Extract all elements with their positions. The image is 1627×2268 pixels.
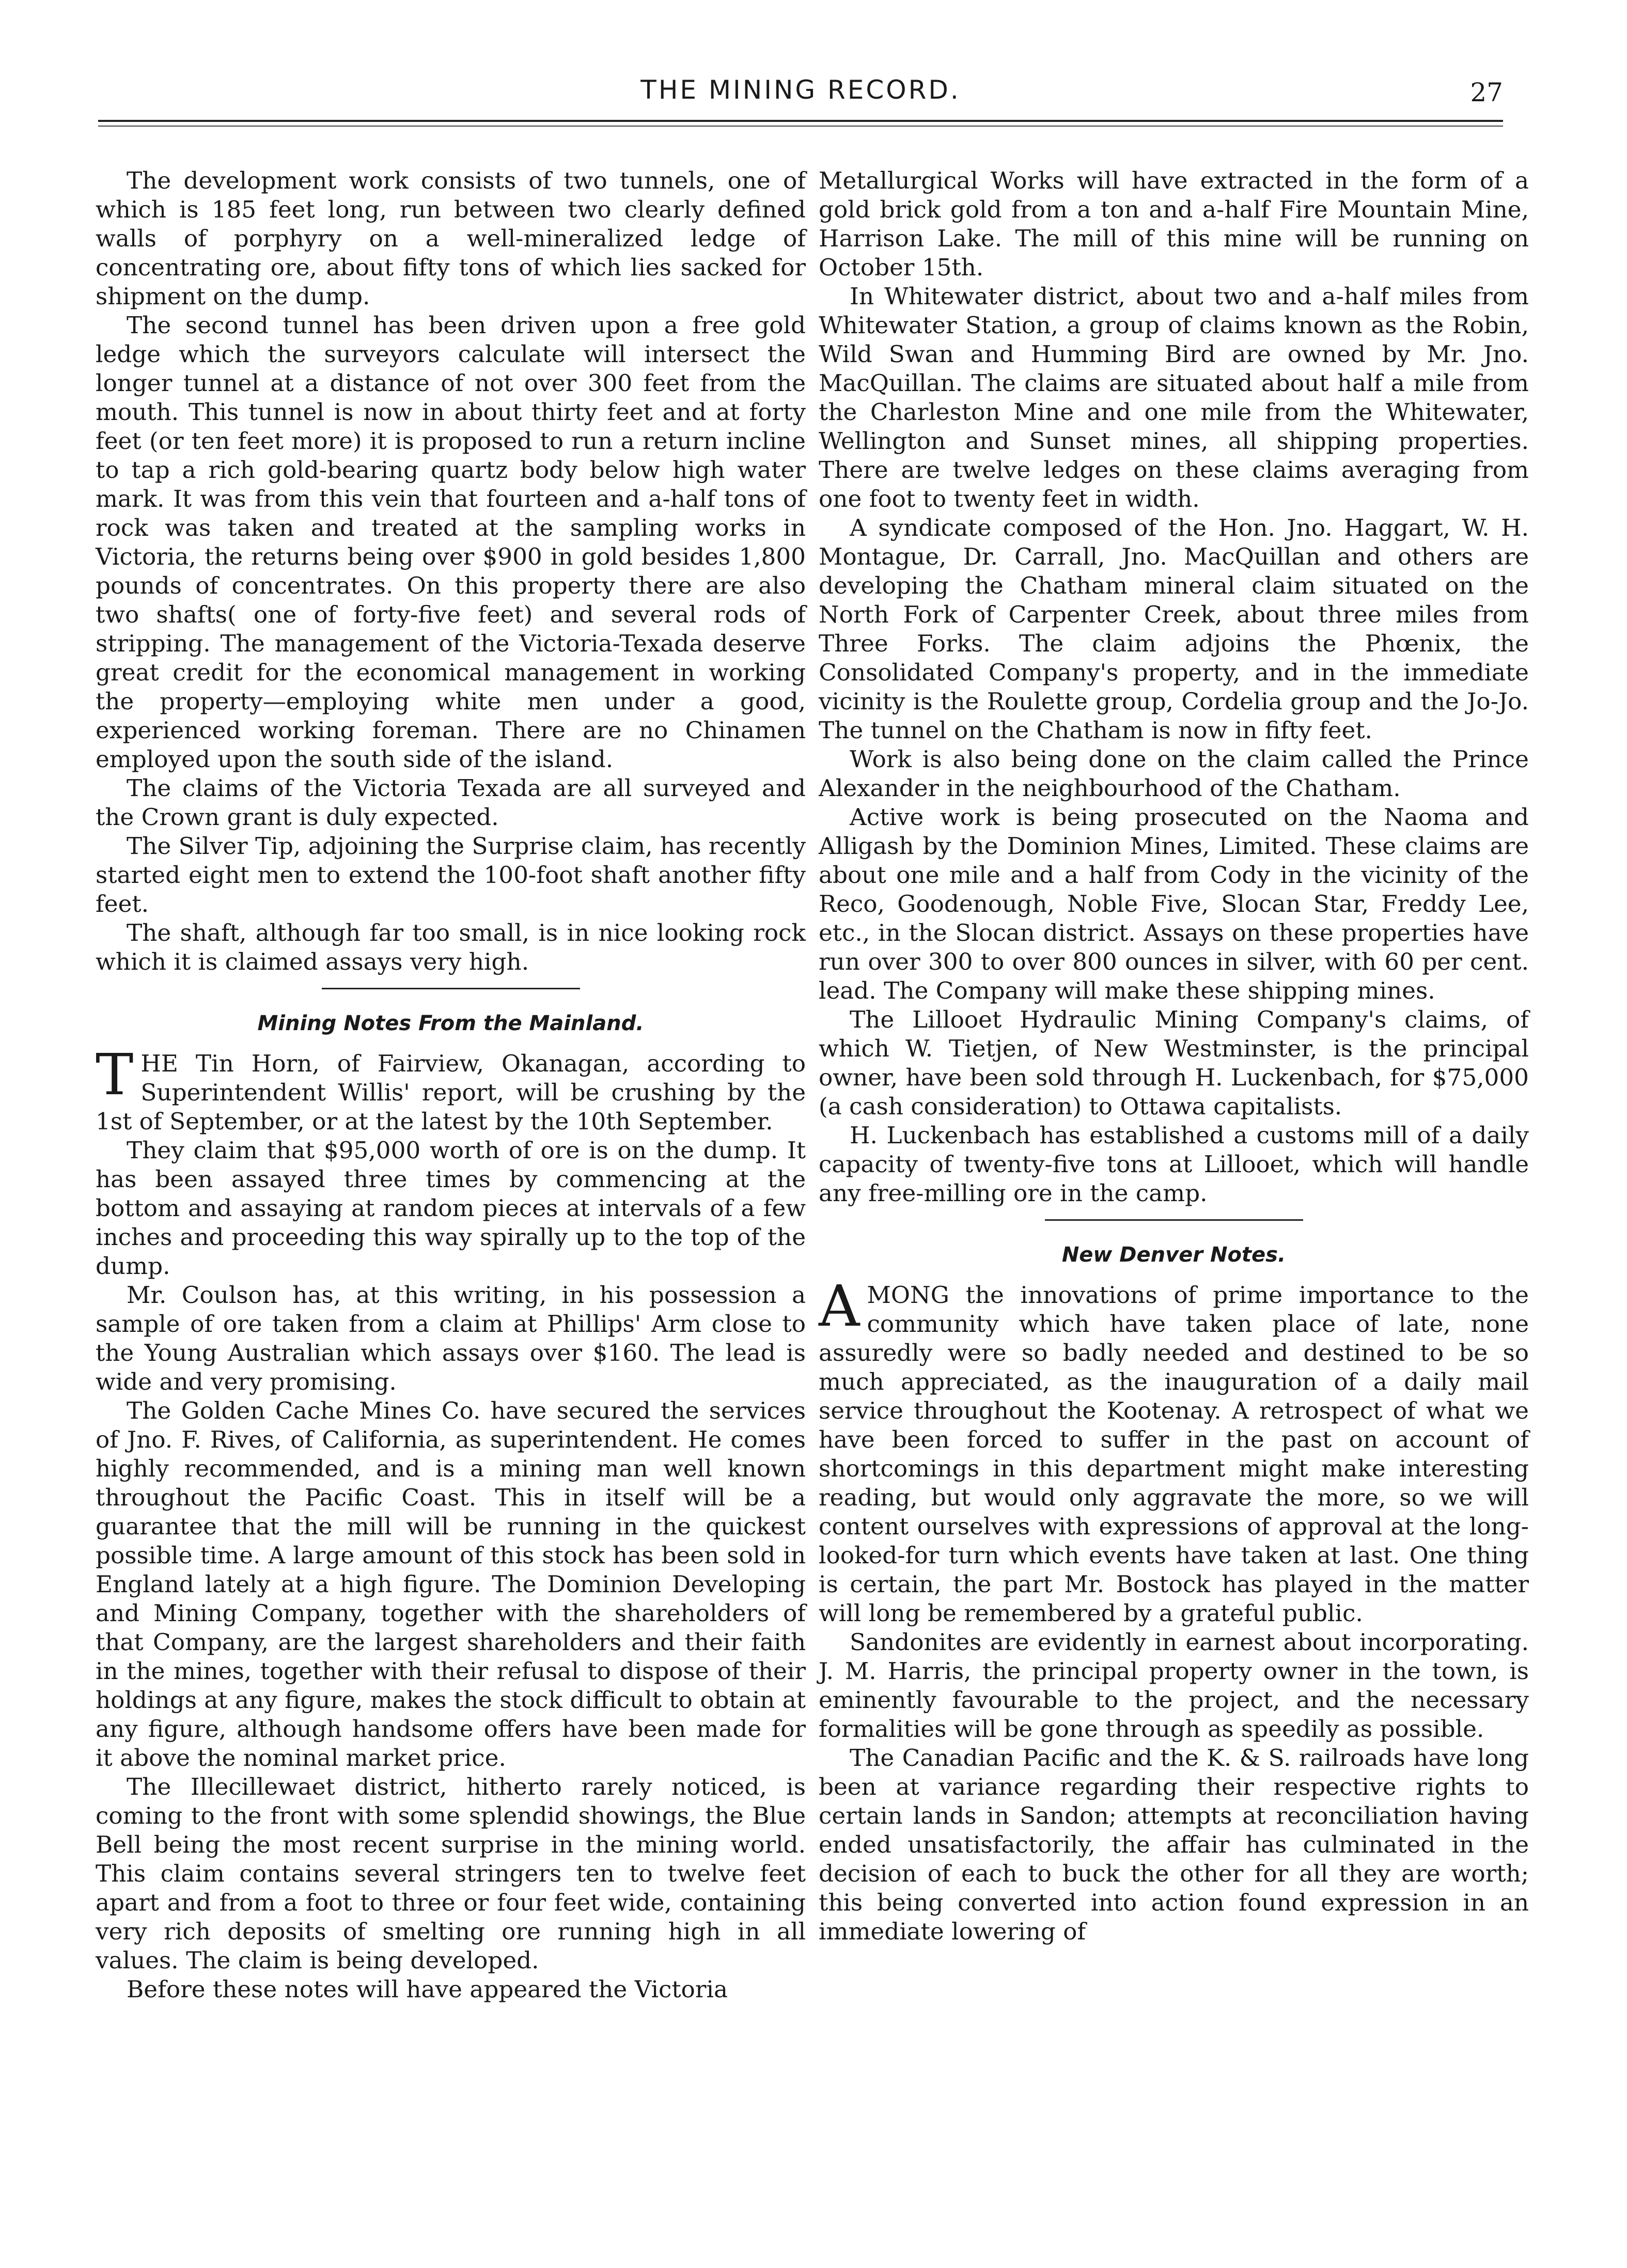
drop-cap: A: [819, 1273, 860, 1339]
paragraph: The Golden Cache Mines Co. have secured the services of Jno. F. Rives, of California, as superintendent. He comes highly recommended, and is a mining man well known throughout the Pacific Coast. This in itself will be a guarantee that the mill will be running in the quickest possible time. A large amount of this stock has been sold in England lately at a high figure. The Dominion Developing and Mining Company, together with the shareholders of that Company, are the largest shareholders and their faith in the mines, together with their refusal to dispose of their holdings at any figure, makes the stock difficult to obtain at any figure, although handsome offers have been made for it above the nominal market price.: [96, 1397, 806, 1772]
paragraph-continued: Metallurgical Works will have extracted in the form of a gold brick gold from a ton and a-half Fire Mountain Mine, Harrison Lake. The mill of this mine will be running on October 15th.: [819, 167, 1529, 281]
section-lead-paragraph: [96, 1042, 806, 1136]
paragraph: Active work is being prosecuted on the Naoma and Alligash by the Dominion Mines, Limited. These claims are about one mile and a half from Cody in the vicinity of the Reco, Goodenough, Noble Five, Slocan Star, Freddy Lee, etc., in the Slocan district. Assays on these properties have run over 300 to over 800 ounces in silver, with 60 per cent. lead. The Company will make these shipping mines.: [819, 803, 1529, 1004]
section-lead-paragraph: [819, 1273, 1529, 1628]
lead-text: MONG the innovations of prime importance to the community which have taken place of late, none assuredly were so badly needed and destined to be so much appreciated, as the inauguration of a daily mail service throughout the Kootenay. A retrospect of what we have been forced to suffer in the past on account of shortcomings in this department might make interesting reading, but would only aggravate the more, so we will content ourselves with expressions of approval at the long-looked-for turn which events have taken at last. One thing is certain, the part Mr. Bostock has played in the matter will long be remembered by a grateful public.: [819, 1281, 1529, 1627]
header-rule-thin: [98, 126, 1503, 127]
paragraph: They claim that $95,000 worth of ore is on the dump. It has been assayed three times by commencing at the bottom and assaying at random pieces at intervals of a few inches and proceeding this way spirally up to the top of the dump.: [96, 1137, 806, 1280]
paragraph: The Illecillewaet district, hitherto rarely noticed, is coming to the front with some splendid showings, the Blue Bell being the most recent surprise in the mining world. This claim contains several stringers ten to twelve feet apart and from a foot to three or four feet wide, containing very rich deposits of smelting ore running high in all values. The claim is being developed.: [96, 1773, 806, 1974]
paragraph: The claims of the Victoria Texada are all surveyed and the Crown grant is duly expected.: [96, 774, 806, 831]
page-number: 27: [1470, 77, 1503, 107]
paragraph: The development work consists of two tunnels, one of which is 185 feet long, run between two clearly defined walls of porphyry on a well-mineralized ledge of concentrating ore, about fifty tons of which lies sacked for shipment on the dump.: [96, 167, 806, 310]
right-column: [819, 166, 1529, 1946]
paragraph: The Silver Tip, adjoining the Surprise claim, has recently started eight men to extend the 100-foot shaft another fifty feet.: [96, 832, 806, 918]
paragraph: In Whitewater district, about two and a-half miles from Whitewater Station, a group of claims known as the Robin, Wild Swan and Humming Bird are owned by Mr. Jno. MacQuillan. The claims are situated about half a mile from the Charleston Mine and one mile from the Whitewater, Wellington and Sunset mines, all shipping properties. There are twelve ledges on these claims averaging from one foot to twenty feet in width.: [819, 283, 1529, 512]
drop-cap: T: [96, 1042, 134, 1108]
header-rule: [98, 120, 1503, 122]
paragraph: A syndicate composed of the Hon. Jno. Haggart, W. H. Montague, Dr. Carrall, Jno. MacQuillan and others are developing the Chatham mineral claim situated on the North Fork of Carpenter Creek, about three miles from Three Forks. The claim adjoins the Phœnix, the Consolidated Company's property, and in the immediate vicinity is the Roulette group, Cordelia group and the Jo-Jo. The tunnel on the Chatham is now in fifty feet.: [819, 514, 1529, 744]
left-column: [96, 166, 806, 2004]
section-title-mainland: Mining Notes From the Mainland.: [257, 1012, 644, 1035]
paragraph: The Lillooet Hydraulic Mining Company's claims, of which W. Tietjen, of New Westminster, is the principal owner, have been sold through H. Luckenbach, for $75,000 (a cash consideration) to Ottawa capitalists.: [819, 1006, 1529, 1120]
journal-title: THE MINING RECORD.: [640, 75, 961, 105]
paragraph: The Canadian Pacific and the K. & S. railroads have long been at variance regarding their respective rights to certain lands in Sandon; attempts at reconciliation having ended unsatisfactorily, the affair has culminated in the decision of each to buck the other for all they are worth; this being converted into action found expression in an immediate lowering of: [819, 1744, 1529, 1945]
page-header: [98, 54, 1503, 107]
section-title-new-denver: New Denver Notes.: [1061, 1243, 1286, 1267]
paragraph: Sandonites are evidently in earnest about incorporating. J. M. Harris, the principal property owner in the town, is eminently favourable to the project, and the necessary formalities will be gone through as speedily as possible.: [819, 1628, 1529, 1743]
paragraph: The second tunnel has been driven upon a free gold ledge which the surveyors calculate will intersect the longer tunnel at a distance of not over 300 feet from the mouth. This tunnel is now in about thirty feet and at forty feet (or ten feet more) it is proposed to run a return incline to tap a rich gold-bearing quartz body below high water mark. It was from this vein that fourteen and a-half tons of rock was taken and treated at the sampling works in Victoria, the returns being over $900 in gold besides 1,800 pounds of concentrates. On this property there are also two shafts( one of forty-five feet) and several rods of stripping. The management of the Victoria-Texada deserve great credit for the economical management in working the property—employing white men under a good, experienced working foreman. There are no Chinamen employed upon the south side of the island.: [96, 312, 806, 773]
paragraph: Before these notes will have appeared the Victoria: [127, 1976, 728, 2003]
section-divider: [1045, 1219, 1303, 1221]
paragraph: Work is also being done on the claim called the Prince Alexander in the neighbourhood of the Chatham.: [819, 745, 1529, 802]
paragraph: H. Luckenbach has established a customs mill of a daily capacity of twenty-five tons at Lillooet, which will handle any free-milling ore in the camp.: [819, 1122, 1529, 1207]
lead-text: HE Tin Horn, of Fairview, Okanagan, according to Superintendent Willis' report, will be crushing by the 1st of September, or at the latest by the 10th September.: [96, 1050, 806, 1135]
section-divider: [322, 988, 580, 989]
paragraph: Mr. Coulson has, at this writing, in his possession a sample of ore taken from a claim at Phillips' Arm close to the Young Australian which assays over $160. The lead is wide and very promising.: [96, 1281, 806, 1395]
paragraph: The shaft, although far too small, is in nice looking rock which it is claimed assays very high.: [96, 919, 806, 975]
